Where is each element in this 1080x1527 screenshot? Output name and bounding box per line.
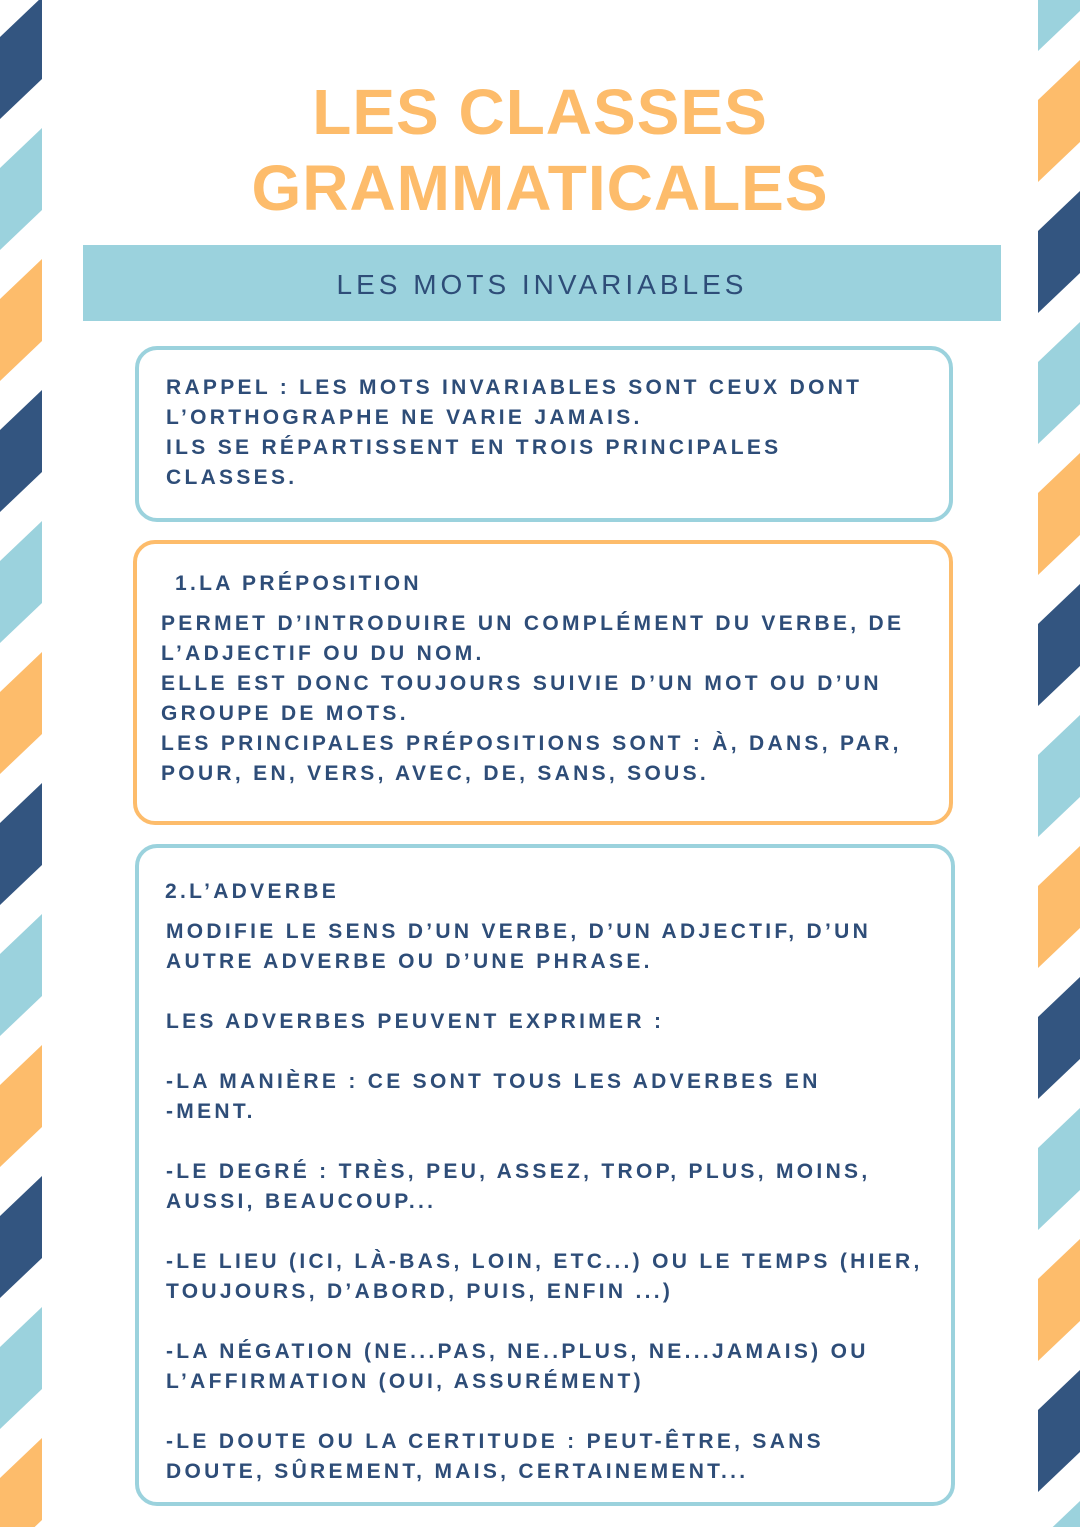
text-line: LES PRINCIPALES PRÉPOSITIONS SONT : À, DANS, PAR, — [161, 732, 902, 755]
preposition-heading: 1.LA PRÉPOSITION — [175, 572, 422, 595]
stripe-segment — [0, 783, 42, 905]
adverbe-text — [166, 917, 923, 1487]
stripe-segment — [0, 390, 42, 512]
preposition-text — [161, 609, 904, 789]
adverbe-heading: 2.L’ADVERBE — [165, 880, 339, 903]
text-line: LES ADVERBES PEUVENT EXPRIMER : — [166, 1010, 665, 1033]
text-line: PERMET D’INTRODUIRE UN COMPLÉMENT DU VERBE, DE — [161, 612, 905, 635]
page-title — [0, 74, 1080, 226]
text-line — [166, 1397, 923, 1427]
text-line: AUSSI, BEAUCOUP... — [166, 1190, 437, 1213]
stripe-segment — [0, 521, 42, 643]
stripe-segment — [1038, 1108, 1080, 1230]
stripe-segment — [0, 1176, 42, 1298]
stripe-segment — [1038, 322, 1080, 444]
text-line: POUR, EN, VERS, AVEC, DE, SANS, SOUS. — [161, 762, 710, 785]
text-line: ELLE EST DONC TOUJOURS SUIVIE D’UN MOT OU D’UN — [161, 672, 882, 695]
left-stripe-border — [0, 0, 42, 1527]
text-line: -MENT. — [166, 1100, 256, 1123]
stripe-segment — [0, 1438, 42, 1527]
stripe-segment — [0, 1307, 42, 1429]
text-line: -LA NÉGATION (NE...PAS, NE..PLUS, NE...JAMAIS) OU — [166, 1340, 869, 1363]
text-line: CLASSES. — [166, 466, 298, 489]
text-line: TOUJOURS, D’ABORD, PUIS, ENFIN ...) — [166, 1280, 674, 1303]
stripe-segment — [1038, 1501, 1080, 1527]
text-line: -LE LIEU (ICI, LÀ-BAS, LOIN, ETC...) OU LE TEMPS (HIER, — [166, 1250, 923, 1273]
stripe-segment — [1038, 715, 1080, 837]
text-line: -LE DOUTE OU LA CERTITUDE : PEUT-ÊTRE, SANS — [166, 1430, 824, 1453]
page-title-line-1: LES CLASSES — [312, 76, 768, 148]
text-line: -LA MANIÈRE : CE SONT TOUS LES ADVERBES EN — [166, 1070, 821, 1093]
stripe-segment — [1038, 977, 1080, 1099]
text-line: L’ADJECTIF OU DU NOM. — [161, 642, 485, 665]
page-title-line-2: GRAMMATICALES — [251, 152, 829, 224]
stripe-segment — [0, 259, 42, 381]
text-line: MODIFIE LE SENS D’UN VERBE, D’UN ADJECTIF, D’UN — [166, 920, 872, 943]
rappel-text — [166, 373, 862, 493]
stripe-segment — [0, 1045, 42, 1167]
stripe-segment — [1038, 453, 1080, 575]
stripe-segment — [0, 914, 42, 1036]
text-line — [166, 1307, 923, 1337]
text-line: AUTRE ADVERBE OU D’UNE PHRASE. — [166, 950, 653, 973]
stripe-segment — [1038, 846, 1080, 968]
text-line: DOUTE, SÛREMENT, MAIS, CERTAINEMENT... — [166, 1460, 749, 1483]
right-stripe-border — [1038, 0, 1080, 1527]
text-line: L’ORTHOGRAPHE NE VARIE JAMAIS. — [166, 406, 643, 429]
stripe-segment — [1038, 1239, 1080, 1361]
text-line: GROUPE DE MOTS. — [161, 702, 409, 725]
text-line — [166, 977, 923, 1007]
stripe-segment — [1038, 584, 1080, 706]
section-banner — [83, 245, 1001, 321]
text-line — [166, 1037, 923, 1067]
text-line — [166, 1127, 923, 1157]
stripe-segment — [1038, 0, 1080, 51]
text-line: RAPPEL : LES MOTS INVARIABLES SONT CEUX DONT — [166, 376, 863, 399]
text-line — [166, 1217, 923, 1247]
text-line: -LE DEGRÉ : TRÈS, PEU, ASSEZ, TROP, PLUS, MOINS, — [166, 1160, 871, 1183]
text-line: L’AFFIRMATION (OUI, ASSURÉMENT) — [166, 1370, 644, 1393]
text-line: ILS SE RÉPARTISSENT EN TROIS PRINCIPALES — [166, 436, 782, 459]
section-banner-label: LES MOTS INVARIABLES — [336, 269, 748, 300]
stripe-segment — [0, 652, 42, 774]
stripe-segment — [1038, 1370, 1080, 1492]
